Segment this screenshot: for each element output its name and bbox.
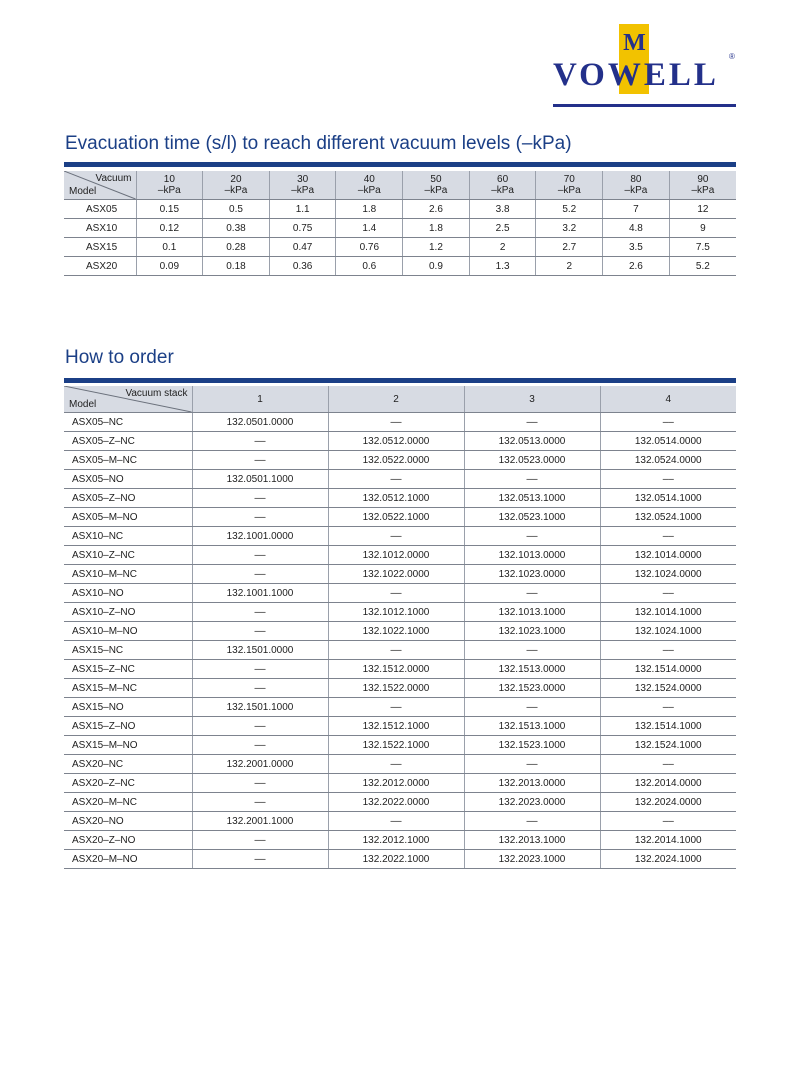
evacuation-time-cell: 1.3 [469,257,536,276]
order-number-cell: –– [328,698,464,717]
evacuation-time-cell: 1.8 [336,200,403,219]
model-cell: ASX20–NO [64,812,192,831]
corner-bottom-label: Model [69,399,97,410]
order-row [64,660,736,679]
order-number-cell: –– [600,755,736,774]
order-row [64,546,736,565]
evacuation-time-cell: 9 [669,219,736,238]
evacuation-header-row [64,171,736,200]
order-number-cell: 132.1022.0000 [328,565,464,584]
order-header-row [64,386,736,413]
evacuation-time-cell: 2.6 [403,200,470,219]
model-cell: ASX15 [64,238,136,257]
order-number-cell: 132.0513.1000 [464,489,600,508]
vacuum-level-header [669,171,736,200]
order-number-cell: 132.1524.1000 [600,736,736,755]
order-number-cell: 132.1513.0000 [464,660,600,679]
order-number-cell: –– [600,470,736,489]
evacuation-title-bar [64,162,736,167]
model-cell: ASX05–Z–NO [64,489,192,508]
evacuation-time-cell: 7 [603,200,670,219]
order-number-cell: 132.2012.0000 [328,774,464,793]
order-number-cell: 132.2013.0000 [464,774,600,793]
order-number-cell: 132.2024.1000 [600,850,736,869]
order-row [64,774,736,793]
vacuum-level-unit: –kPa [357,185,381,196]
order-row [64,451,736,470]
order-number-cell: –– [192,622,328,641]
evacuation-time-cell: 2.6 [603,257,670,276]
vacuum-level-unit: –kPa [491,185,514,196]
model-cell: ASX05–NO [64,470,192,489]
evacuation-row [64,257,736,276]
order-title-bar [64,378,736,383]
order-number-cell: 132.1512.1000 [328,717,464,736]
evacuation-time-cell: 2 [469,238,536,257]
order-number-cell: –– [464,413,600,432]
evacuation-time-cell: 1.8 [403,219,470,238]
logo-wordmark: VOWELL [553,57,719,93]
order-number-cell: 132.1024.1000 [600,622,736,641]
order-number-cell: 132.0522.0000 [328,451,464,470]
evacuation-row [64,200,736,219]
order-row [64,755,736,774]
order-number-cell: 132.0512.0000 [328,432,464,451]
order-number-cell: 132.2023.0000 [464,793,600,812]
evacuation-time-cell: 7.5 [669,238,736,257]
model-cell: ASX20–M–NO [64,850,192,869]
order-row [64,793,736,812]
order-number-cell: –– [464,527,600,546]
order-row [64,850,736,869]
order-number-cell: –– [328,584,464,603]
order-number-cell: –– [328,812,464,831]
evacuation-time-cell: 3.8 [469,200,536,219]
evacuation-time-cell: 0.9 [403,257,470,276]
order-number-cell: –– [464,584,600,603]
order-number-cell: 132.2022.1000 [328,850,464,869]
order-row [64,527,736,546]
order-number-cell: 132.1522.1000 [328,736,464,755]
order-row [64,679,736,698]
model-cell: ASX15–Z–NO [64,717,192,736]
order-number-cell: 132.1013.1000 [464,603,600,622]
vacuum-level-header [536,171,603,200]
order-row [64,641,736,660]
order-number-cell: 132.0514.0000 [600,432,736,451]
order-number-cell: 132.1014.0000 [600,546,736,565]
order-number-cell: 132.2014.0000 [600,774,736,793]
order-number-cell: 132.1023.0000 [464,565,600,584]
vacuum-level-value: 10 [163,174,175,185]
order-row [64,603,736,622]
evacuation-table [64,171,736,276]
evacuation-time-cell: 0.18 [203,257,270,276]
order-number-cell: 132.1514.0000 [600,660,736,679]
order-number-cell: 132.1513.1000 [464,717,600,736]
evacuation-time-cell: 0.5 [203,200,270,219]
order-number-cell: –– [600,812,736,831]
order-row [64,432,736,451]
order-number-cell: 132.1523.1000 [464,736,600,755]
order-number-cell: –– [192,432,328,451]
order-number-cell: 132.0522.1000 [328,508,464,527]
order-row [64,812,736,831]
vacuum-level-value: 30 [297,174,309,185]
order-number-cell: 132.1512.0000 [328,660,464,679]
order-number-cell: –– [192,717,328,736]
evacuation-row [64,238,736,257]
order-number-cell: 132.1013.0000 [464,546,600,565]
model-cell: ASX20–NC [64,755,192,774]
order-number-cell: –– [464,470,600,489]
order-number-cell: 132.2013.1000 [464,831,600,850]
model-cell: ASX05–M–NC [64,451,192,470]
order-row [64,831,736,850]
order-number-cell: 132.0512.1000 [328,489,464,508]
vacuum-level-unit: –kPa [224,185,248,196]
order-number-cell: 132.0523.0000 [464,451,600,470]
vowell-logo [553,24,743,108]
order-number-cell: –– [328,413,464,432]
evacuation-time-cell: 12 [669,200,736,219]
evacuation-time-cell: 0.1 [136,238,203,257]
order-number-cell: –– [600,413,736,432]
model-cell: ASX20–Z–NO [64,831,192,850]
evacuation-corner-cell [64,171,136,200]
order-number-cell: –– [192,679,328,698]
evacuation-time-cell: 0.09 [136,257,203,276]
logo-underline [553,104,736,107]
order-number-cell: 132.2023.1000 [464,850,600,869]
model-cell: ASX05 [64,200,136,219]
model-cell: ASX15–NO [64,698,192,717]
vacuum-level-unit: –kPa [624,185,648,196]
evacuation-time-cell: 1.1 [269,200,336,219]
order-number-cell: 132.2024.0000 [600,793,736,812]
order-row [64,489,736,508]
model-cell: ASX10 [64,219,136,238]
order-number-cell: 132.1023.1000 [464,622,600,641]
logo-badge-letter: M [623,30,645,56]
order-row [64,717,736,736]
evacuation-time-cell: 0.47 [269,238,336,257]
evacuation-time-cell: 1.4 [336,219,403,238]
corner-top-label: Vacuum stack [125,388,188,399]
order-number-cell: –– [192,774,328,793]
evacuation-time-cell: 0.38 [203,219,270,238]
model-cell: ASX20–Z–NC [64,774,192,793]
model-cell: ASX20 [64,257,136,276]
order-number-cell: –– [192,850,328,869]
evacuation-time-cell: 0.28 [203,238,270,257]
evacuation-time-cell: 2.5 [469,219,536,238]
vacuum-level-value: 50 [430,174,442,185]
model-cell: ASX10–Z–NC [64,546,192,565]
order-number-cell: –– [464,812,600,831]
vacuum-level-header [336,171,403,200]
order-number-cell: –– [464,698,600,717]
order-number-cell: 132.1012.1000 [328,603,464,622]
order-number-cell: 132.1001.1000 [192,584,328,603]
vacuum-level-value: 80 [630,174,642,185]
order-number-cell: 132.1501.0000 [192,641,328,660]
order-number-cell: 132.2001.1000 [192,812,328,831]
evacuation-row [64,219,736,238]
order-number-cell: 132.1024.0000 [600,565,736,584]
evacuation-time-cell: 0.36 [269,257,336,276]
order-number-cell: –– [600,584,736,603]
model-cell: ASX10–M–NC [64,565,192,584]
vacuum-level-unit: –kPa [424,185,448,196]
vacuum-level-value: 90 [697,174,709,185]
evacuation-title: Evacuation time (s/l) to reach different vacuum levels (–kPa) [65,133,572,154]
model-cell: ASX15–M–NO [64,736,192,755]
order-number-cell: 132.0523.1000 [464,508,600,527]
model-cell: ASX05–M–NO [64,508,192,527]
order-number-cell: 132.2022.0000 [328,793,464,812]
evacuation-time-cell: 3.5 [603,238,670,257]
order-number-cell: 132.1524.0000 [600,679,736,698]
order-number-cell: –– [464,755,600,774]
evacuation-time-cell: 0.12 [136,219,203,238]
vacuum-stack-header: 4 [600,386,736,413]
evacuation-time-cell: 5.2 [536,200,603,219]
order-number-cell: 132.0524.1000 [600,508,736,527]
vacuum-level-header [269,171,336,200]
order-row [64,470,736,489]
vacuum-stack-header: 2 [328,386,464,413]
order-number-cell: 132.0501.0000 [192,413,328,432]
order-row [64,413,736,432]
order-table [64,386,736,869]
vacuum-level-value: 40 [363,174,375,185]
order-number-cell: 132.1522.0000 [328,679,464,698]
evacuation-time-cell: 2.7 [536,238,603,257]
order-number-cell: –– [192,831,328,850]
vacuum-level-header [469,171,536,200]
model-cell: ASX20–M–NC [64,793,192,812]
order-number-cell: 132.0514.1000 [600,489,736,508]
model-cell: ASX15–Z–NC [64,660,192,679]
order-row [64,736,736,755]
order-number-cell: 132.1514.1000 [600,717,736,736]
vacuum-level-value: 70 [563,174,575,185]
vacuum-level-value: 60 [497,174,509,185]
evacuation-time-cell: 1.2 [403,238,470,257]
order-number-cell: 132.0524.0000 [600,451,736,470]
model-cell: ASX10–NC [64,527,192,546]
order-title: How to order [65,347,174,368]
order-row [64,508,736,527]
model-cell: ASX10–NO [64,584,192,603]
order-number-cell: –– [464,641,600,660]
evacuation-time-cell: 0.76 [336,238,403,257]
order-row [64,565,736,584]
order-number-cell: –– [192,489,328,508]
order-row [64,584,736,603]
order-number-cell: –– [328,755,464,774]
order-corner-cell [64,386,192,413]
order-number-cell: –– [192,660,328,679]
evacuation-time-cell: 0.15 [136,200,203,219]
model-cell: ASX10–Z–NO [64,603,192,622]
vacuum-stack-header: 3 [464,386,600,413]
vacuum-level-unit: –kPa [291,185,315,196]
evacuation-time-cell: 5.2 [669,257,736,276]
evacuation-time-cell: 0.6 [336,257,403,276]
order-number-cell: –– [600,641,736,660]
order-number-cell: –– [192,603,328,622]
order-number-cell: 132.0513.0000 [464,432,600,451]
order-number-cell: –– [328,641,464,660]
vacuum-stack-header: 1 [192,386,328,413]
vacuum-level-unit: –kPa [691,185,715,196]
vacuum-level-value: 20 [230,174,242,185]
evacuation-time-cell: 4.8 [603,219,670,238]
model-cell: ASX15–NC [64,641,192,660]
registered-mark: ® [729,52,735,61]
model-cell: ASX15–M–NC [64,679,192,698]
order-row [64,622,736,641]
corner-bottom-label: Model [69,186,97,197]
evacuation-time-cell: 0.75 [269,219,336,238]
order-number-cell: 132.1014.1000 [600,603,736,622]
vacuum-level-unit: –kPa [157,185,181,196]
model-cell: ASX05–NC [64,413,192,432]
corner-top-label: Vacuum [95,173,132,184]
order-number-cell: –– [600,527,736,546]
model-cell: ASX05–Z–NC [64,432,192,451]
order-number-cell: –– [192,451,328,470]
order-number-cell: 132.2001.0000 [192,755,328,774]
order-number-cell: –– [192,793,328,812]
vacuum-level-header [136,171,203,200]
order-number-cell: 132.1012.0000 [328,546,464,565]
order-number-cell: –– [192,546,328,565]
order-number-cell: –– [192,508,328,527]
vacuum-level-header [403,171,470,200]
model-cell: ASX10–M–NO [64,622,192,641]
order-number-cell: –– [328,470,464,489]
order-number-cell: 132.1501.1000 [192,698,328,717]
evacuation-time-cell: 2 [536,257,603,276]
vacuum-level-unit: –kPa [557,185,581,196]
order-number-cell: –– [328,527,464,546]
vacuum-level-header [603,171,670,200]
order-number-cell: –– [600,698,736,717]
order-number-cell: –– [192,565,328,584]
order-number-cell: 132.1001.0000 [192,527,328,546]
order-row [64,698,736,717]
order-number-cell: 132.1523.0000 [464,679,600,698]
order-number-cell: 132.1022.1000 [328,622,464,641]
order-number-cell: –– [192,736,328,755]
evacuation-time-cell: 3.2 [536,219,603,238]
vacuum-level-header [203,171,270,200]
order-number-cell: 132.2014.1000 [600,831,736,850]
order-number-cell: 132.2012.1000 [328,831,464,850]
order-number-cell: 132.0501.1000 [192,470,328,489]
